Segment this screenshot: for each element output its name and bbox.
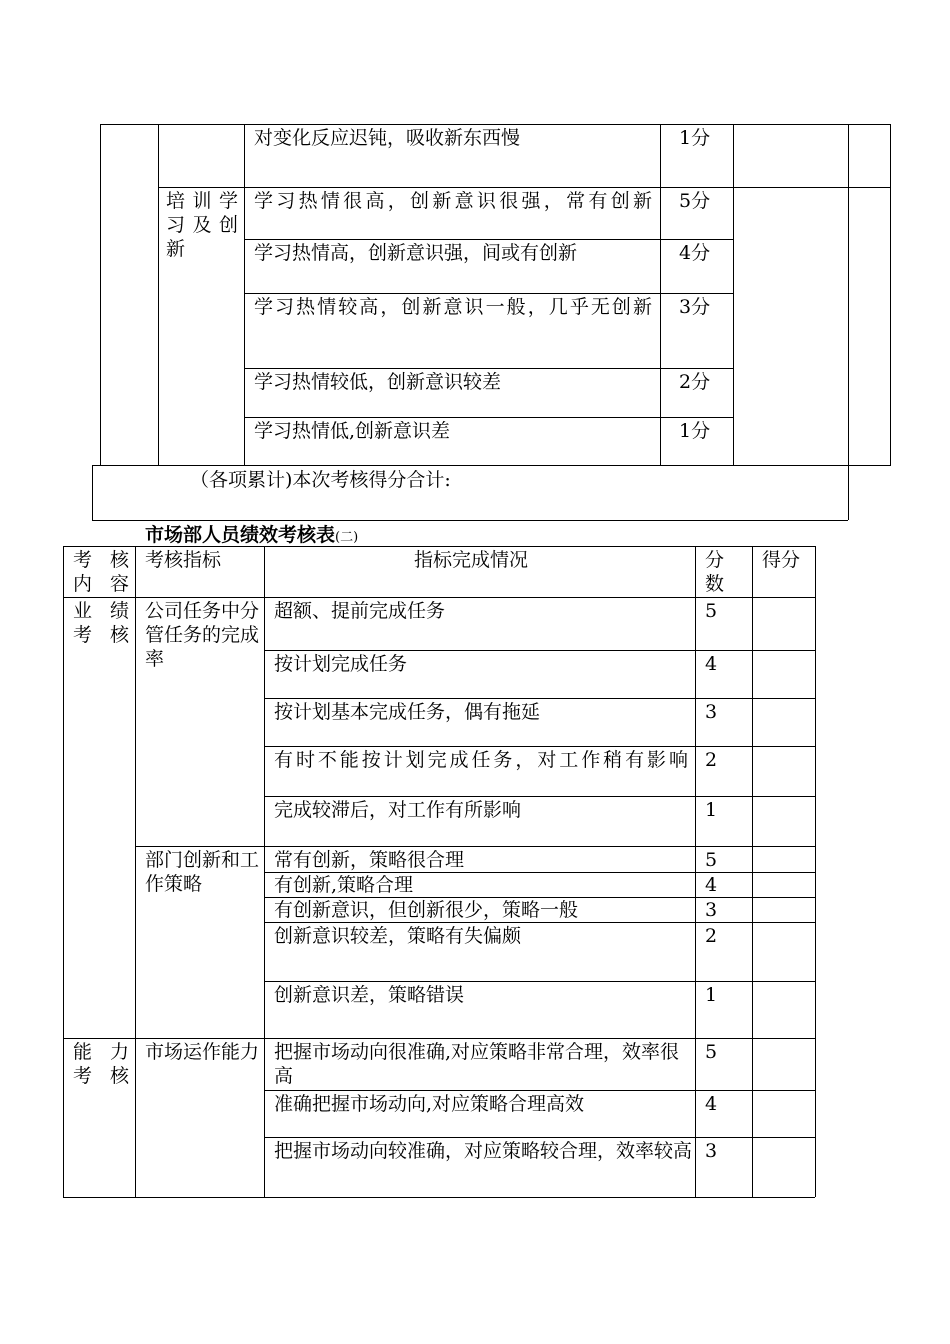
- row-points: 5: [705, 1041, 718, 1063]
- row-desc: 学习热情低,创新意识差: [254, 420, 451, 442]
- indicator-cell: 部门创新和工作策略: [145, 849, 260, 895]
- row-desc: 有时不能按计划完成任务，对工作稍有影响: [274, 749, 688, 771]
- header-score: 得分: [762, 549, 801, 571]
- header-indicator: 考核指标: [145, 549, 222, 571]
- row-score: 1分: [679, 420, 711, 442]
- row-score: 2分: [679, 371, 711, 393]
- row-desc: 把握市场动向较准确，对应策略较合理，效率较高: [274, 1140, 693, 1162]
- row-desc: 学习热情较高，创新意识一般，几乎无创新: [254, 296, 652, 318]
- indicator-cell: 市场运作能力: [145, 1041, 260, 1063]
- row-points: 2: [705, 749, 718, 771]
- title-text: 市场部人员绩效考核表: [145, 524, 336, 546]
- row-desc: 创新意识较差，策略有失偏颇: [274, 925, 522, 947]
- row-desc: 有创新意识，但创新很少，策略一般: [274, 899, 579, 921]
- row-points: 5: [705, 600, 718, 622]
- row-points: 1: [705, 984, 718, 1006]
- row-points: 4: [705, 1093, 718, 1115]
- row-desc: 完成较滞后，对工作有所影响: [274, 799, 522, 821]
- header-completion: 指标完成情况: [414, 549, 529, 571]
- indicator-cell: 公司任务中分管任务的完成率: [145, 600, 260, 670]
- row-points: 4: [705, 653, 718, 675]
- row-score: 4分: [679, 242, 711, 264]
- row-desc: 把握市场动向很准确,对应策略非常合理，效率很高: [274, 1041, 680, 1087]
- row-desc: 按计划基本完成任务，偶有拖延: [274, 701, 541, 723]
- row-points: 2: [705, 925, 718, 947]
- row-desc: 准确把握市场动向,对应策略合理高效: [274, 1093, 585, 1115]
- category-cell: 培训学习及创新: [166, 190, 238, 260]
- row-desc: 常有创新，策略很合理: [274, 849, 465, 871]
- row-desc: 按计划完成任务: [274, 653, 408, 675]
- row-score: 1分: [679, 127, 711, 149]
- row-desc: 学习热情较低，创新意识较差: [254, 371, 502, 393]
- row-points: 3: [705, 1140, 718, 1162]
- row-points: 3: [705, 701, 718, 723]
- row-desc: 创新意识差，策略错误: [274, 984, 465, 1006]
- row-desc: 有创新,策略合理: [274, 874, 414, 896]
- row-desc: 学习热情高，创新意识强，间或有创新: [254, 242, 578, 264]
- row-points: 1: [705, 799, 718, 821]
- header-points: 分数: [705, 549, 725, 595]
- row-desc: 超额、提前完成任务: [274, 600, 446, 622]
- total-label: （各项累计)本次考核得分合计:: [190, 469, 451, 491]
- row-score: 5分: [679, 190, 711, 212]
- content-cell: 能力考核: [73, 1041, 129, 1087]
- header-content: 考核内容: [73, 549, 129, 595]
- row-points: 4: [705, 874, 718, 896]
- row-score: 3分: [679, 296, 711, 318]
- row-points: 3: [705, 899, 718, 921]
- row-desc: 学习热情很高，创新意识很强，常有创新: [254, 190, 652, 212]
- title-suffix: (二): [335, 530, 359, 545]
- row-desc: 对变化反应迟钝，吸收新东西慢: [254, 127, 521, 149]
- row-points: 5: [705, 849, 718, 871]
- content-cell: 业绩考核: [73, 600, 129, 646]
